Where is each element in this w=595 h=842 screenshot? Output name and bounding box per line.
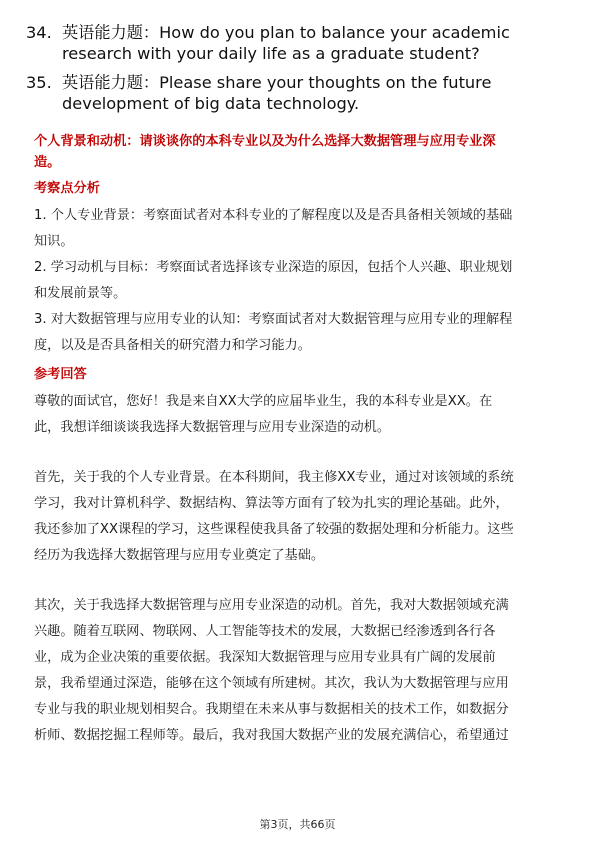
paragraph-line: 知识。 (34, 234, 74, 249)
analysis-title: 考察点分析 (34, 181, 100, 196)
question-number: 34. (26, 23, 52, 42)
analysis-point-1 (34, 203, 562, 255)
paragraph-line: 此，我想详细谈谈我选择大数据管理与应用专业深造的动机。 (34, 420, 391, 435)
paragraph-line: 我还参加了XX课程的学习，这些课程使我具备了较强的数据处理和分析能力。这些 (34, 522, 514, 537)
answer-paragraph-2 (34, 593, 562, 749)
paragraph-line: 首先，关于我的个人专业背景。在本科期间，我主修XX专业，通过对该领域的系统 (34, 470, 514, 485)
answer-title: 参考回答 (34, 367, 87, 382)
question-text-line: 英语能力题：How do you plan to balance your academic (62, 23, 510, 42)
paragraph-line: 景，我希望通过深造，能够在这个领域有所建树。其次，我认为大数据管理与应用 (34, 676, 509, 691)
question-number: 35. (26, 73, 52, 92)
heading-line: 造。 (34, 155, 61, 170)
paragraph-line: 兴趣。随着互联网、物联网、人工智能等技术的发展，大数据已经渗透到各行各 (34, 624, 496, 639)
question-text-line: 英语能力题：Please share your thoughts on the future (62, 73, 492, 92)
paragraph-line: 尊敬的面试官，您好！我是来自XX大学的应届毕业生，我的本科专业是XX。在 (34, 394, 493, 409)
paragraph-line: 3. 对大数据管理与应用专业的认知：考察面试者对大数据管理与应用专业的理解程 (34, 312, 513, 327)
paragraph-line: 专业与我的职业规划相契合。我期望在未来从事与数据相关的技术工作，如数据分 (34, 702, 509, 717)
analysis-point-3 (34, 307, 562, 359)
paragraph-line: 其次，关于我选择大数据管理与应用专业深造的动机。首先，我对大数据领域充满 (34, 598, 509, 613)
answer-paragraph-1 (34, 465, 562, 569)
paragraph-line: 1. 个人专业背景：考察面试者对本科专业的了解程度以及是否具备相关领域的基础 (34, 208, 513, 223)
answer-intro (34, 389, 562, 441)
paragraph-line: 2. 学习动机与目标：考察面试者选择该专业深造的原因，包括个人兴趣、职业规划 (34, 260, 513, 275)
question-text-line: research with your daily life as a graduate student? (62, 44, 480, 63)
paragraph-line: 和发展前景等。 (34, 286, 127, 301)
page-number-footer: 第3页，共66页 (259, 818, 336, 831)
question-list (26, 22, 566, 122)
question-text-line: development of big data technology. (62, 94, 360, 113)
paragraph-spacer (34, 441, 562, 465)
main-question-heading (34, 131, 562, 173)
question-item-34 (26, 22, 566, 64)
heading-line: 个人背景和动机：请谈谈你的本科专业以及为什么选择大数据管理与应用专业深 (34, 134, 496, 149)
paragraph-line: 学习，我对计算机科学、数据结构、算法等方面有了较为扎实的理论基础。此外， (34, 496, 509, 511)
paragraph-spacer (34, 569, 562, 593)
main-content (34, 131, 562, 749)
analysis-point-2 (34, 255, 562, 307)
paragraph-line: 度，以及是否具备相关的研究潜力和学习能力。 (34, 338, 311, 353)
question-item-35 (26, 72, 566, 114)
paragraph-line: 析师、数据挖掘工程师等。最后，我对我国大数据产业的发展充满信心，希望通过 (34, 728, 509, 743)
paragraph-line: 经历为我选择大数据管理与应用专业奠定了基础。 (34, 548, 325, 563)
paragraph-line: 业，成为企业决策的重要依据。我深知大数据管理与应用专业具有广阔的发展前 (34, 650, 496, 665)
